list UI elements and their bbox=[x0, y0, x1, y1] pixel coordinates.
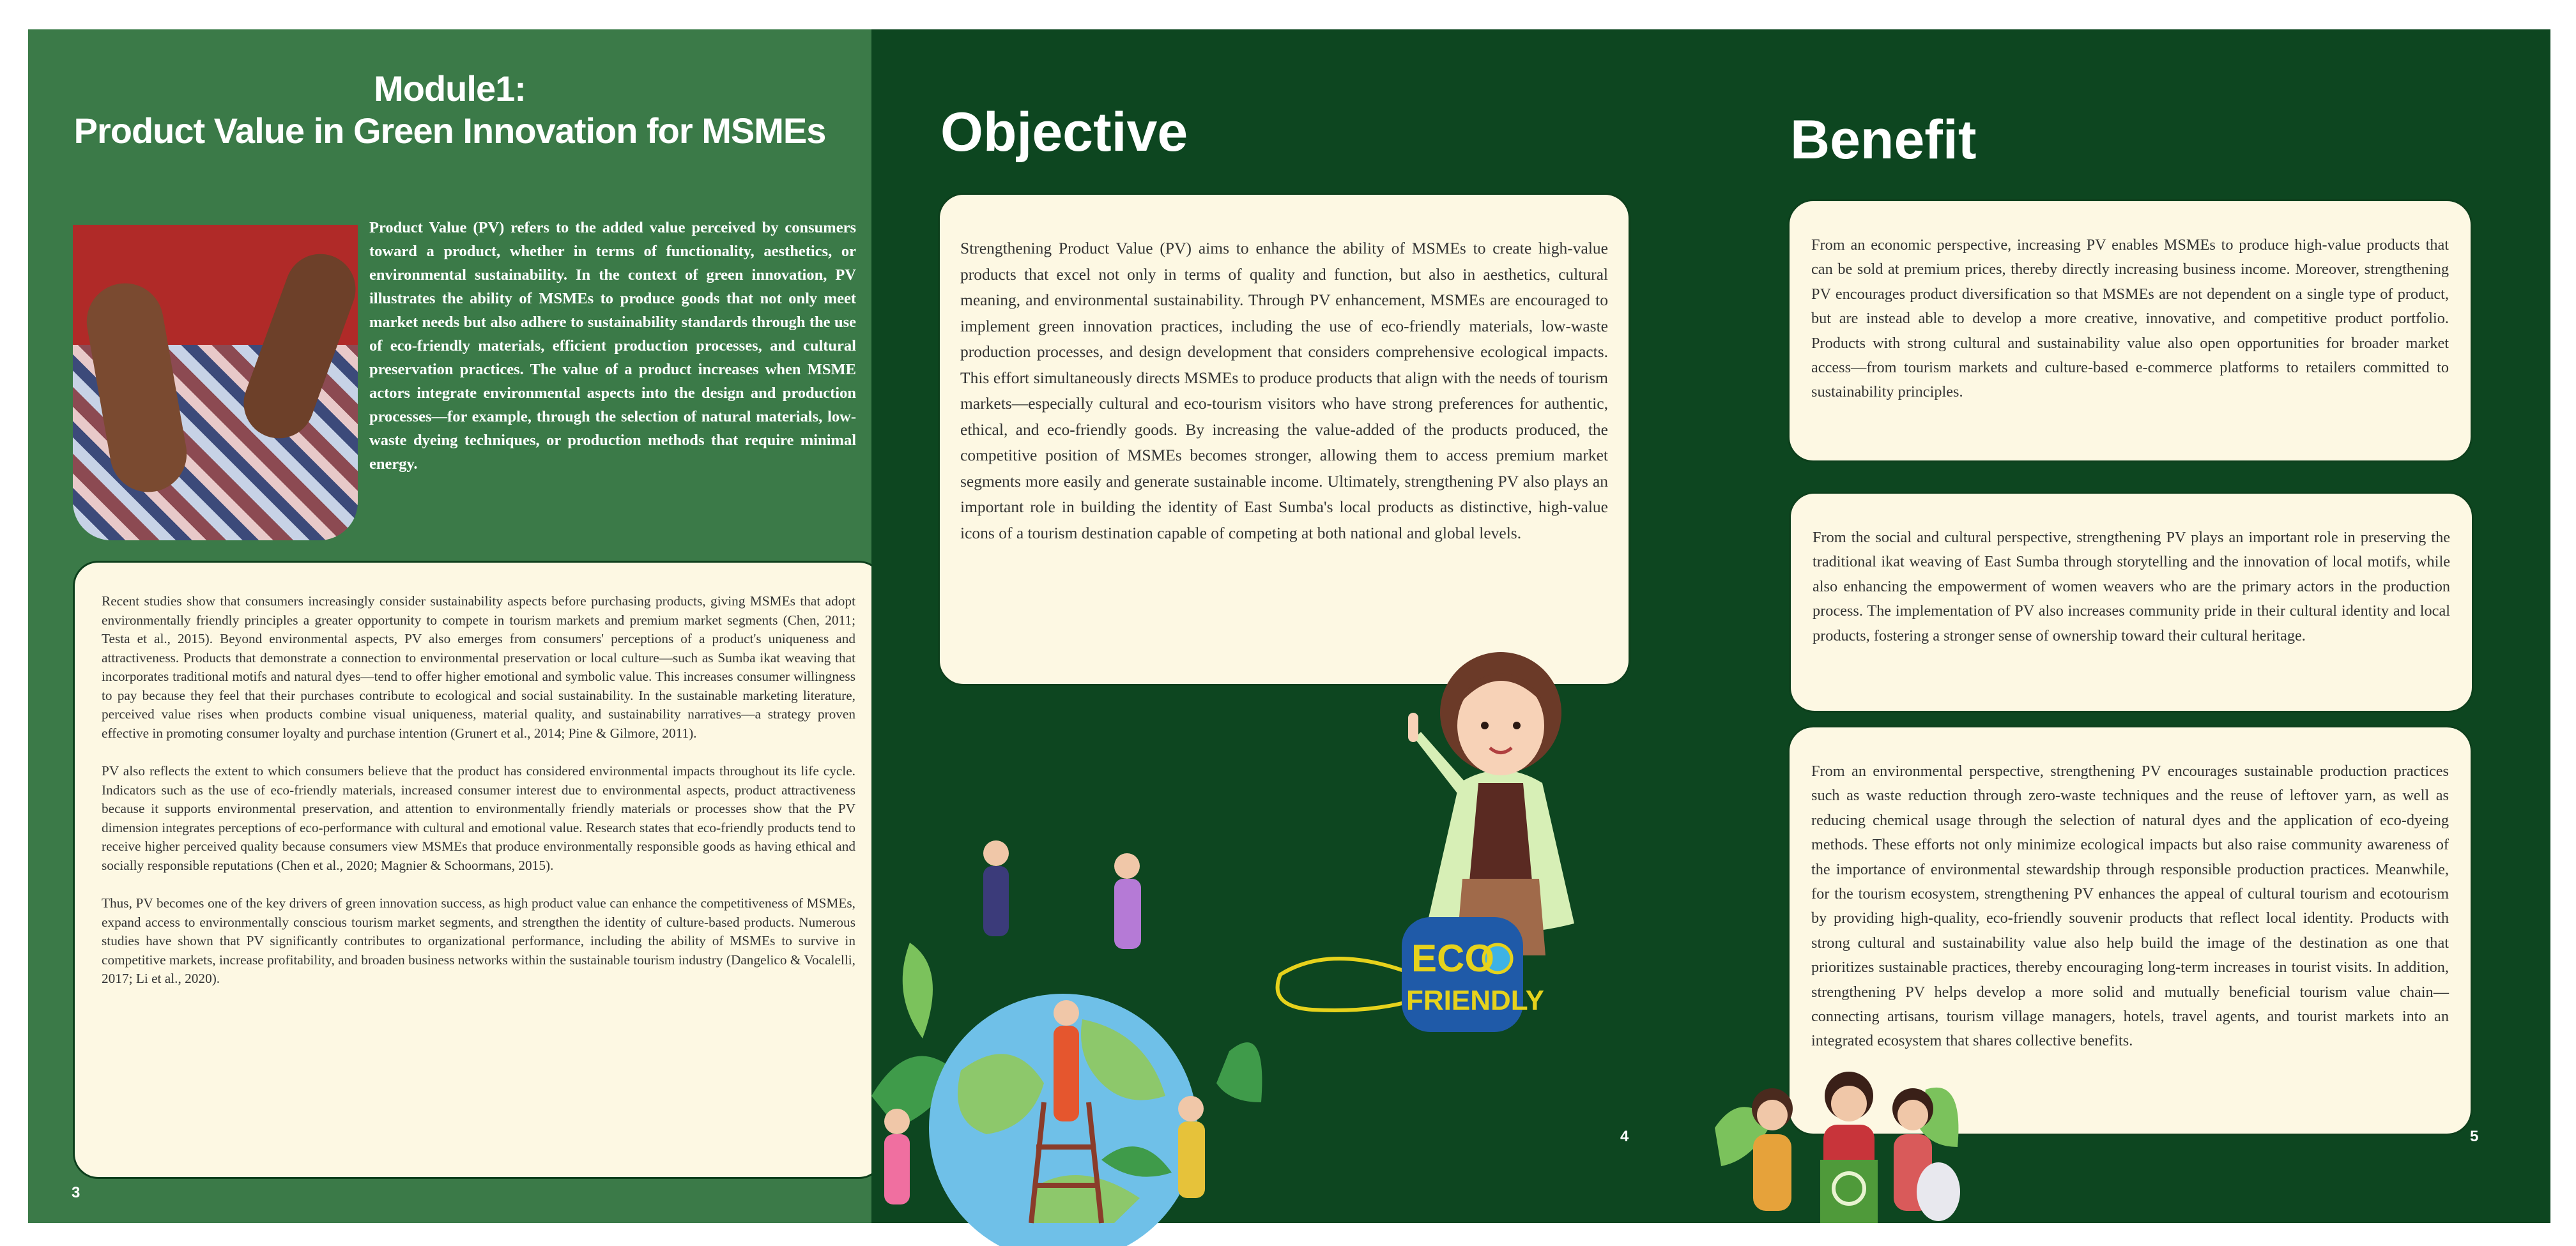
globe-illustration bbox=[871, 828, 1268, 1223]
badge-eco-text: ECO bbox=[1411, 937, 1495, 980]
benefit-social-text: From the social and cultural perspective, strengthening PV plays an important role in preserving the traditional ikat weaving of East Sumba through storytelling and the innovation of local motifs, while also enhancing the empowerment of women weavers who are the primary actors in the production process. The implementation of PV also increases community pride in their cultural identity and local products, fostering a stronger sense of ownership toward their cultural heritage. bbox=[1813, 529, 2450, 644]
benefit-heading: Benefit bbox=[1790, 109, 1977, 171]
objective-card bbox=[938, 193, 1630, 686]
eco-friendly-badge bbox=[1255, 898, 1544, 1070]
page-number: 4 bbox=[1620, 1128, 1629, 1145]
body-paragraph: Recent studies show that consumers increasingly consider sustainability aspects before purchasing products, giving MSMEs that adopt environmentally friendly principles a greater opportunity to compete in tourism markets and premium market segments (Chen, 2011; Testa et al., 2015). Beyond environmental aspects, PV also emerges from consumers' perceptions of a product's uniqueness and attractiveness. Products that demonstrate a connection to environmental preservation or local culture—such as Sumba ikat weaving that incorporates traditional motifs and natural dyes—tend to offer higher emotional and symbolic value. This increases consumer willingness to pay because they feel that their purchases contribute to ecological and social sustainability. In the sustainable marketing literature, perceived value rises when products combine visual uniqueness, material quality, and sustainability narratives—a strategy proven effective in promoting consumer loyalty and purchase intention (Grunert et al., 2014; Pine & Gilmore, 2011). bbox=[102, 593, 855, 741]
recycling-people-illustration bbox=[1715, 1051, 1983, 1223]
objective-heading: Objective bbox=[940, 102, 1188, 163]
module-title-line1: Module1: bbox=[374, 68, 526, 109]
pages-4-5 bbox=[871, 29, 2550, 1223]
page-number: 3 bbox=[72, 1184, 80, 1201]
intro-text: Product Value (PV) refers to the added value perceived by consumers toward a product, whether in terms of functionality, aesthetics, or environmental sustainability. In the context of green innovation, PV illustrates the ability of MSMEs to produce goods that not only meet market needs but also adhere to sustainability standards through the use of eco-friendly materials, efficient production processes, and cultural preservation practices. The value of a product increases when MSME actors integrate environmental aspects into the design and production processes—for example, through the selection of natural materials, low-waste dyeing techniques, or production methods that require minimal energy. bbox=[369, 219, 856, 473]
module-title bbox=[28, 68, 871, 152]
body-paragraph: Thus, PV becomes one of the key drivers of green innovation success, as high product value can enhance the competitiveness of MSMEs, expand access to environmentally conscious tourism market segments, and strengthen the identity of culture-based products. Numerous studies have shown that PV significantly contributes to organizational performance, including the ability of MSMEs to survive in competitive markets, increase profitability, and broaden business networks within the sustainable tourism industry (Dangelico & Vocalelli, 2017; Li et al., 2020). bbox=[102, 895, 855, 986]
ikat-weaving-photo bbox=[73, 225, 358, 540]
module-title-line2: Product Value in Green Innovation for MSMEs bbox=[73, 110, 826, 151]
page-number: 5 bbox=[2470, 1128, 2479, 1145]
benefit-social-card bbox=[1789, 492, 2474, 713]
benefit-environmental-text: From an environmental perspective, strengthening PV encourages sustainable production practices such as waste reduction through zero-waste techniques and the reuse of leftover yarn, as well as reducing chemical usage through the selection of natural dyes and the application of eco-dyeing methods. These efforts not only minimize ecological impacts but also raise community awareness of the importance of environmental stewardship through responsible production practices. Meanwhile, for the tourism ecosystem, strengthening PV enhances the appeal of cultural tourism and ecotourism by providing high-quality, eco-friendly souvenir products that reflect local identity. Products with strong cultural and sustainability value also help build the image of the destination as one that prioritizes sustainable practices, thereby encouraging long-term increases in tourist visits. In addition, strengthening PV helps develop a more solid and mutually beneficial tourism value chain—connecting artisans, tourism village managers, hotels, travel agents, and tourist markets into an integrated ecosystem that shares collective benefits. bbox=[1811, 763, 2449, 1050]
page-3 bbox=[28, 29, 871, 1223]
benefit-economic-card bbox=[1788, 199, 2472, 462]
body-card bbox=[73, 561, 884, 1179]
body-paragraph: PV also reflects the extent to which consumers believe that the product has considered environmental impacts throughout its life cycle. Indicators such as the use of eco-friendly materials, increased consumer interest due to environmental aspects, product attractiveness because it supports environmental preservation, and attention to environmentally friendly materials or processes show that the PV dimension integrates perceptions of eco-performance with cultural and emotional value. Research states that eco-friendly products tend to receive higher perceived quality because consumers view MSMEs that produce environmentally responsible goods as having ethical and socially responsible reputations (Chen et al., 2020; Magnier & Schoormans, 2015). bbox=[102, 763, 855, 873]
objective-text: Strengthening Product Value (PV) aims to enhance the ability of MSMEs to create high-value products that excel not only in terms of quality and function, but also in aesthetics, cultural meaning, and environmental sustainability. Through PV enhancement, MSMEs are encouraged to implement green innovation practices, including the use of eco-friendly materials, low-waste production processes, and design development that considers comprehensive ecological impacts. This effort simultaneously directs MSMEs to produce products that align with the needs of tourism markets—especially cultural and eco-tourism visitors who have strong preferences for authentic, ethical, and eco-friendly goods. By increasing the value-added of the products produced, the competitive position of MSMEs becomes stronger, allowing them to access premium market segments more easily and generate sustainable income. Ultimately, strengthening PV also plays an important role in building the identity of East Sumba's local products as distinctive, high-value icons of a tourism destination capable of competing at both national and global levels. bbox=[960, 239, 1608, 542]
benefit-economic-text: From an economic perspective, increasing PV enables MSMEs to produce high-value products that can be sold at premium prices, thereby directly increasing business income. Moreover, strengthening PV encourages product diversification so that MSMEs are not dependent on a single type of product, but are instead able to develop a more creative, innovative, and competitive product portfolio. Products with strong cultural and sustainability value also open opportunities for broader market access—from tourism markets and culture-based e-commerce platforms to retailers committed to sustainability principles. bbox=[1811, 236, 2449, 401]
badge-friendly-text: FRIENDLY bbox=[1406, 985, 1544, 1016]
